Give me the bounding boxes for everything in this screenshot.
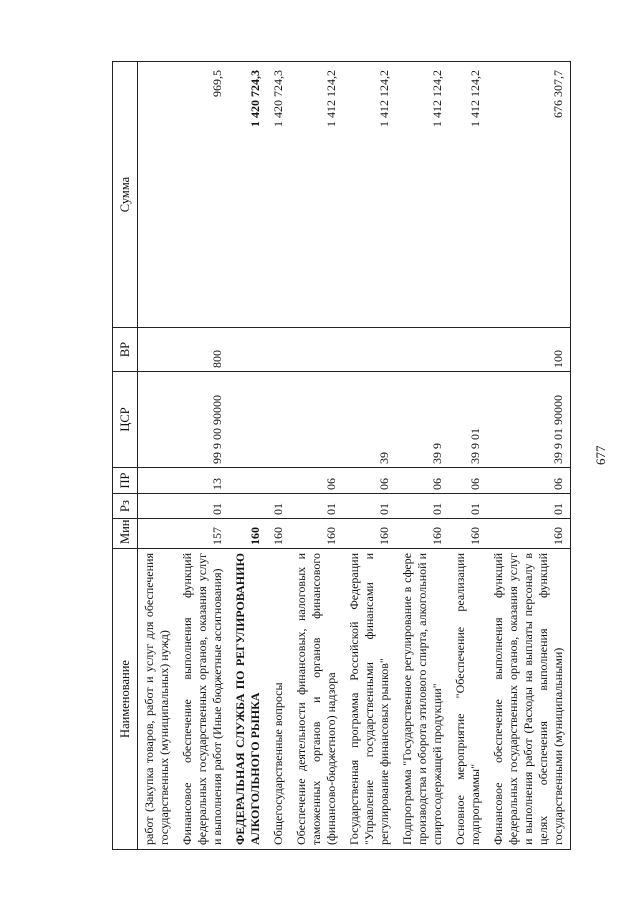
cell-name: работ (Закупка товаров, работ и услуг для обеспечения государственных (муниципальных) нужд) <box>138 549 177 850</box>
cell-sum: 676 307,7 <box>487 62 571 328</box>
cell-rz: 01 <box>267 494 290 519</box>
cell-rz: 01 <box>290 494 343 519</box>
cell-sum: 1 412 124,2 <box>290 62 343 328</box>
table-row <box>396 62 449 850</box>
cell-min: 157 <box>176 519 229 549</box>
cell-rz <box>138 494 177 519</box>
cell-csr <box>138 372 177 468</box>
cell-min: 160 <box>396 519 449 549</box>
cell-csr <box>290 372 343 468</box>
header-vr: ВР <box>113 328 138 372</box>
cell-sum: 1 420 724,3 <box>267 62 290 328</box>
cell-name: Финансовое обеспечение выполнения функций федеральных государственных органов, оказания услуг и выполнения работ (Расходы на выплаты персоналу в целях обеспечения выполнения функций государственными (муниципальными) <box>487 549 571 850</box>
header-rz: Рз <box>113 494 138 519</box>
cell-min <box>138 519 177 549</box>
cell-name: ФЕДЕРАЛЬНАЯ СЛУЖБА ПО РЕГУЛИРОВАНИЮ АЛКОГОЛЬНОГО РЫНКА <box>229 549 267 850</box>
cell-min: 160 <box>290 519 343 549</box>
table-header-row <box>113 62 138 850</box>
cell-vr <box>396 328 449 372</box>
cell-rz: 01 <box>176 494 229 519</box>
table-row <box>343 62 396 850</box>
header-csr: ЦСР <box>113 372 138 468</box>
cell-csr <box>267 372 290 468</box>
cell-vr: 100 <box>487 328 571 372</box>
cell-csr: 39 9 01 90000 <box>487 372 571 468</box>
cell-csr <box>229 372 267 468</box>
cell-name: Подпрограмма "Государственное регулирование в сфере производства и оборота этилового спирта, алкогольной и спиртосодержащей продукции" <box>396 549 449 850</box>
cell-vr <box>267 328 290 372</box>
cell-vr <box>343 328 396 372</box>
cell-name: Общегосударственные вопросы <box>267 549 290 850</box>
cell-sum: 1 412 124,2 <box>396 62 449 328</box>
header-pr: ПР <box>113 468 138 494</box>
table-row <box>138 62 177 850</box>
cell-name: Основное мероприятие "Обеспечение реализации подпрограммы" <box>449 549 487 850</box>
budget-table <box>112 61 571 850</box>
cell-min: 160 <box>449 519 487 549</box>
cell-csr: 39 9 <box>396 372 449 468</box>
cell-name: Государственная программа Российской Федерации "Управление государственными финансами и регулирование финансовых рынков" <box>343 549 396 850</box>
cell-name: Обеспечение деятельности финансовых, налоговых и таможенных органов и органов финансового (финансово-бюджетного) надзора <box>290 549 343 850</box>
cell-name: Финансовое обеспечение выполнения функций федеральных государственных органов, оказания услуг и выполнения работ (Иные бюджетные ассигнования) <box>176 549 229 850</box>
header-name: Наименование <box>113 549 138 850</box>
cell-rz: 01 <box>449 494 487 519</box>
table-row <box>487 62 571 850</box>
page-number: 677 <box>593 445 608 465</box>
cell-pr: 06 <box>396 468 449 494</box>
cell-vr: 800 <box>176 328 229 372</box>
cell-pr <box>138 468 177 494</box>
table-row <box>290 62 343 850</box>
cell-pr: 13 <box>176 468 229 494</box>
cell-vr <box>138 328 177 372</box>
cell-sum: 969,5 <box>176 62 229 328</box>
cell-pr: 06 <box>487 468 571 494</box>
table-row <box>449 62 487 850</box>
cell-vr <box>229 328 267 372</box>
cell-vr <box>290 328 343 372</box>
cell-csr: 99 9 00 90000 <box>176 372 229 468</box>
cell-rz: 01 <box>343 494 396 519</box>
cell-sum: 1 412 124,2 <box>343 62 396 328</box>
cell-min: 160 <box>267 519 290 549</box>
cell-pr: 06 <box>449 468 487 494</box>
table-row <box>267 62 290 850</box>
cell-vr <box>449 328 487 372</box>
cell-min: 160 <box>487 519 571 549</box>
cell-csr: 39 <box>343 372 396 468</box>
cell-rz <box>229 494 267 519</box>
cell-rz: 01 <box>487 494 571 519</box>
cell-pr <box>267 468 290 494</box>
table-row <box>176 62 229 850</box>
cell-sum <box>138 62 177 328</box>
header-sum: Сумма <box>113 62 138 328</box>
header-min: Мин <box>113 519 138 549</box>
table-row <box>229 62 267 850</box>
cell-pr: 06 <box>290 468 343 494</box>
cell-pr: 06 <box>343 468 396 494</box>
cell-min: 160 <box>343 519 396 549</box>
cell-pr <box>229 468 267 494</box>
cell-sum: 1 412 124,2 <box>449 62 487 328</box>
cell-min: 160 <box>229 519 267 549</box>
table-body <box>138 62 571 850</box>
cell-sum: 1 420 724,3 <box>229 62 267 328</box>
cell-rz: 01 <box>396 494 449 519</box>
cell-csr: 39 9 01 <box>449 372 487 468</box>
